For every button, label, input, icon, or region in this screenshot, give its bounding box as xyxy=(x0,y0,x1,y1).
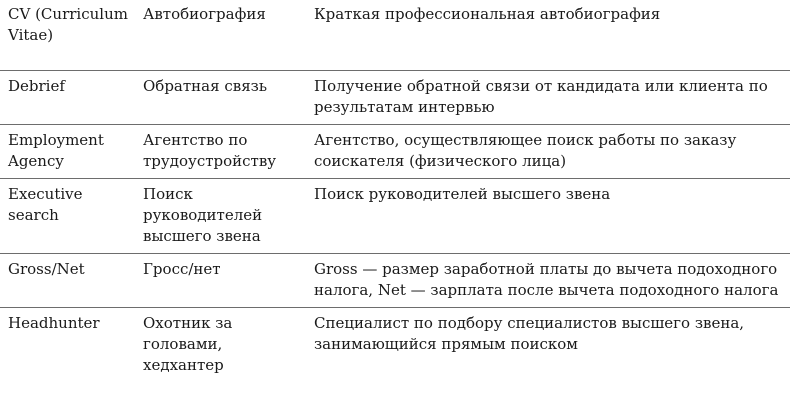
table-row xyxy=(0,179,790,254)
table-row xyxy=(0,71,790,125)
table-row xyxy=(0,254,790,308)
term-cell: CV (Curriculum Vitae) xyxy=(0,0,135,71)
definition-cell: Поиск руководителей высшего звена xyxy=(306,179,790,254)
definition-cell: Специалист по подбору специалистов высшего звена, занимающийся прямым поиском xyxy=(314,314,745,353)
term-cell: Employment Agency xyxy=(0,125,135,179)
term-cell: Debrief xyxy=(0,71,135,125)
translation-cell: Гросс/нет xyxy=(135,254,306,308)
definition-cell: Gross — размер заработной платы до вычета подоходного налога, Net — зарплата после вычета подоходного налога xyxy=(306,254,790,308)
translation-cell: Обратная связь xyxy=(135,71,306,125)
definition-cell: Агентство, осуществляющее поиск работы по заказу соискателя (физического лица) xyxy=(306,125,790,179)
term-cell: Headhunter xyxy=(8,314,100,332)
translation-cell: Охотник за головами, хедхантер xyxy=(143,314,233,374)
table-row xyxy=(0,125,790,179)
term-cell: Gross/Net xyxy=(0,254,135,308)
table-row xyxy=(0,308,790,383)
translation-cell: Агентство по трудоустройству xyxy=(135,125,306,179)
term-cell: Executive search xyxy=(0,179,135,254)
translation-cell: Автобиография xyxy=(135,0,306,71)
table-row xyxy=(0,0,790,71)
definition-cell: Получение обратной связи от кандидата или клиента по результатам интервью xyxy=(306,71,790,125)
definition-cell: Краткая профессиональная автобиография xyxy=(306,0,790,71)
translation-cell: Поиск руководителей высшего звена xyxy=(135,179,306,254)
